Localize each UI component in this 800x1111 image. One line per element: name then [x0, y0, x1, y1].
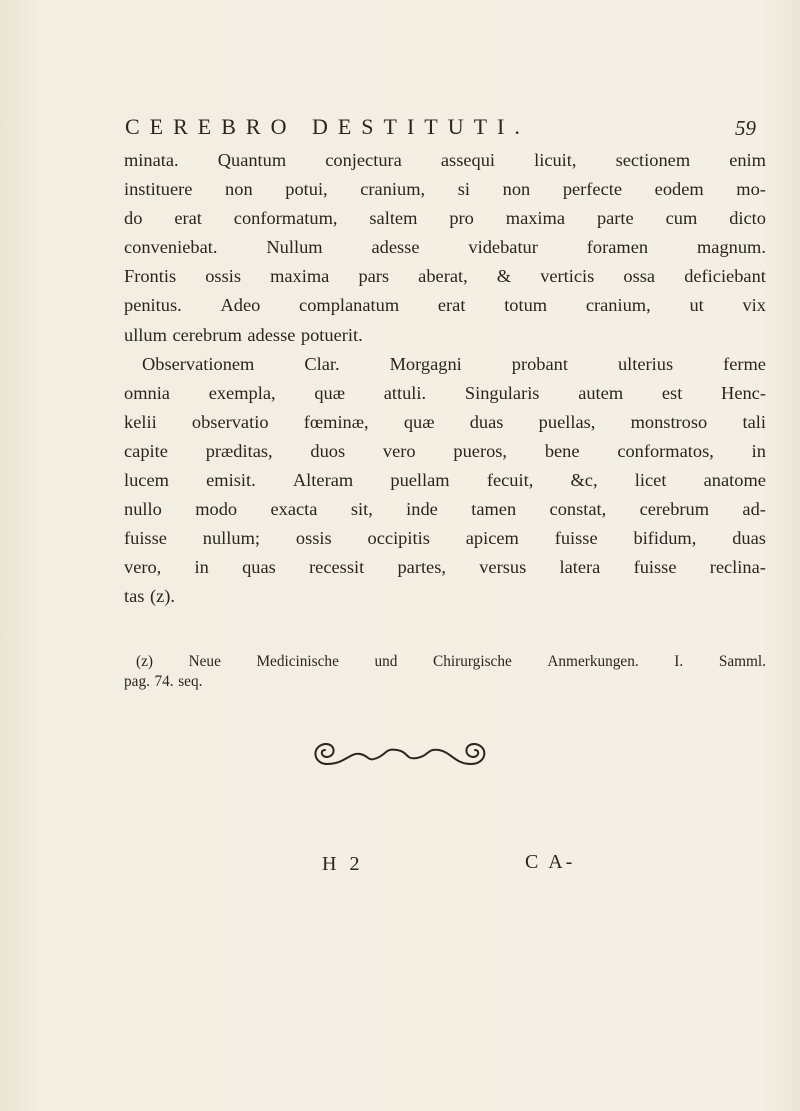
word: tas	[124, 586, 145, 607]
word: Medicinische	[256, 653, 339, 670]
word: I.	[674, 653, 684, 670]
text-line	[124, 582, 766, 611]
text-line	[124, 379, 766, 408]
word: Nullum	[266, 237, 323, 258]
word: sectionem	[615, 150, 691, 170]
footnote-line	[124, 672, 766, 692]
word: autem	[578, 382, 624, 403]
footnote-line	[124, 652, 766, 672]
word: ulterius	[617, 353, 674, 374]
word: aberat,	[418, 266, 468, 287]
word: fuisse	[554, 528, 598, 549]
word: cranium,	[585, 295, 651, 316]
word: bifidum,	[633, 528, 697, 549]
text-line	[124, 321, 766, 350]
word: und	[374, 653, 398, 670]
text-line	[124, 437, 766, 466]
word: enim	[729, 150, 766, 170]
word: tali	[742, 411, 766, 432]
word: dicto	[729, 208, 766, 229]
word: tamen	[471, 499, 517, 520]
word: capite	[124, 440, 168, 461]
word: quæ	[403, 411, 435, 432]
word: monstroso	[630, 411, 708, 432]
text-line	[124, 175, 766, 204]
word: versus	[479, 557, 527, 578]
word: conjectura	[325, 150, 402, 170]
page-number: 59	[735, 116, 756, 140]
word: totum	[504, 295, 548, 316]
word: Morgagni	[389, 353, 462, 374]
running-title: CEREBRO DESTITUTI.	[125, 114, 530, 139]
word: puellam	[390, 470, 450, 491]
word: quæ	[314, 382, 345, 403]
text-line	[124, 408, 766, 437]
word: attuli.	[383, 382, 427, 403]
word: conformatum,	[233, 208, 338, 229]
word: saltem	[369, 208, 418, 229]
text-line	[124, 233, 766, 262]
word: 74.	[154, 673, 174, 690]
word: Alteram	[292, 470, 354, 491]
word: kelii	[124, 411, 157, 432]
word: duas	[732, 528, 766, 549]
word: fuisse	[633, 557, 677, 578]
word: &	[496, 266, 512, 287]
word: ut	[689, 295, 704, 316]
word: nullo	[124, 499, 162, 520]
word: Henc-	[721, 382, 766, 403]
word: exempla,	[208, 382, 276, 403]
word: in	[751, 440, 766, 461]
word: anatome	[703, 470, 766, 491]
word: perfecte	[562, 179, 623, 200]
word: cum	[665, 208, 698, 229]
text-line	[124, 291, 766, 320]
word: minata.	[124, 150, 179, 170]
word: pro	[449, 208, 474, 229]
word: fecuit,	[486, 470, 534, 491]
word: vero	[382, 440, 416, 461]
word: (z)	[136, 653, 153, 670]
word: sit,	[350, 499, 373, 520]
word: non	[225, 179, 253, 200]
word: cranium,	[360, 179, 426, 200]
tailpiece-ornament	[305, 734, 495, 774]
word: Adeo	[220, 295, 261, 316]
word: pag.	[124, 673, 150, 690]
word: Neue	[188, 653, 221, 670]
word: deficiebant	[684, 266, 766, 287]
word: bene	[544, 440, 580, 461]
word: erat	[437, 295, 466, 316]
word: complanatum	[299, 295, 400, 316]
word: adesse	[247, 324, 296, 345]
word: est	[661, 382, 683, 403]
body-text	[124, 146, 766, 612]
word: in	[194, 557, 209, 578]
word: erat	[174, 208, 202, 229]
word: (z).	[149, 586, 175, 607]
word: instituere	[124, 179, 193, 200]
word: ullum	[124, 324, 167, 345]
word: inde	[406, 499, 438, 520]
text-line	[124, 466, 766, 495]
word: recessit	[309, 557, 365, 578]
word: foramen	[586, 237, 649, 258]
word: videbatur	[468, 237, 538, 258]
word: cerebrum	[172, 324, 242, 345]
word: adesse	[371, 237, 420, 258]
word: vero,	[124, 557, 162, 578]
word: fœminæ,	[303, 411, 369, 432]
word: exacta	[270, 499, 318, 520]
signature-mark: H 2	[322, 853, 364, 875]
word: pars	[358, 266, 390, 287]
word: modo	[195, 499, 238, 520]
word: si	[457, 179, 471, 200]
word: Chirurgische	[433, 653, 512, 670]
word: eodem	[654, 179, 704, 200]
catchword: C A-	[525, 851, 576, 873]
word: latera	[559, 557, 601, 578]
word: magnum.	[697, 237, 766, 258]
text-line	[124, 350, 766, 379]
word: probant	[511, 353, 568, 374]
word: &c,	[570, 470, 598, 491]
word: Observationem	[142, 353, 255, 374]
text-line	[124, 262, 766, 291]
word: do	[124, 208, 143, 229]
word: cerebrum	[639, 499, 710, 520]
text-line	[124, 495, 766, 524]
word: maxima	[270, 266, 330, 287]
word: puellas,	[538, 411, 596, 432]
word: vix	[742, 295, 766, 316]
word: assequi	[440, 150, 496, 170]
word: ossis	[205, 266, 241, 287]
word: duos	[310, 440, 346, 461]
word: pueros,	[453, 440, 508, 461]
word: emisit.	[206, 470, 256, 491]
word: non	[502, 179, 531, 200]
word: nullum;	[202, 528, 261, 549]
word: partes,	[397, 557, 446, 578]
word: seq.	[178, 673, 203, 690]
text-line	[124, 146, 766, 175]
word: Anmerkungen.	[547, 653, 639, 670]
word: licet	[634, 470, 667, 491]
word: conformatos,	[617, 440, 714, 461]
word: reclina-	[709, 557, 766, 578]
word: parte	[596, 208, 634, 229]
word: Samml.	[718, 653, 766, 670]
word: Singularis	[464, 382, 540, 403]
text-line	[124, 204, 766, 233]
word: apicem	[465, 528, 519, 549]
word: occipitis	[367, 528, 430, 549]
word: mo-	[736, 179, 766, 200]
word: maxima	[505, 208, 566, 229]
word: observatio	[191, 411, 269, 432]
word: duas	[469, 411, 504, 432]
word: ossa	[623, 266, 656, 287]
word: ferme	[723, 353, 766, 374]
word: potui,	[285, 179, 328, 200]
word: Frontis	[124, 266, 177, 287]
word: ossis	[295, 528, 332, 549]
word: præditas,	[205, 440, 273, 461]
running-head	[0, 110, 800, 150]
word: lucem	[124, 470, 169, 491]
word: constat,	[549, 499, 607, 520]
word: quas	[242, 557, 276, 578]
word: omnia	[124, 382, 170, 403]
word: potuerit.	[300, 324, 363, 345]
word: Clar.	[304, 353, 340, 374]
word: fuisse	[124, 528, 167, 549]
word: ad-	[742, 499, 766, 520]
text-line	[124, 524, 766, 553]
word: verticis	[540, 266, 595, 287]
word: Quantum	[217, 150, 287, 170]
text-line	[124, 553, 766, 582]
footnote	[124, 652, 766, 692]
word: penitus.	[124, 295, 182, 316]
word: conveniebat.	[124, 237, 218, 258]
word: licuit,	[534, 150, 577, 170]
